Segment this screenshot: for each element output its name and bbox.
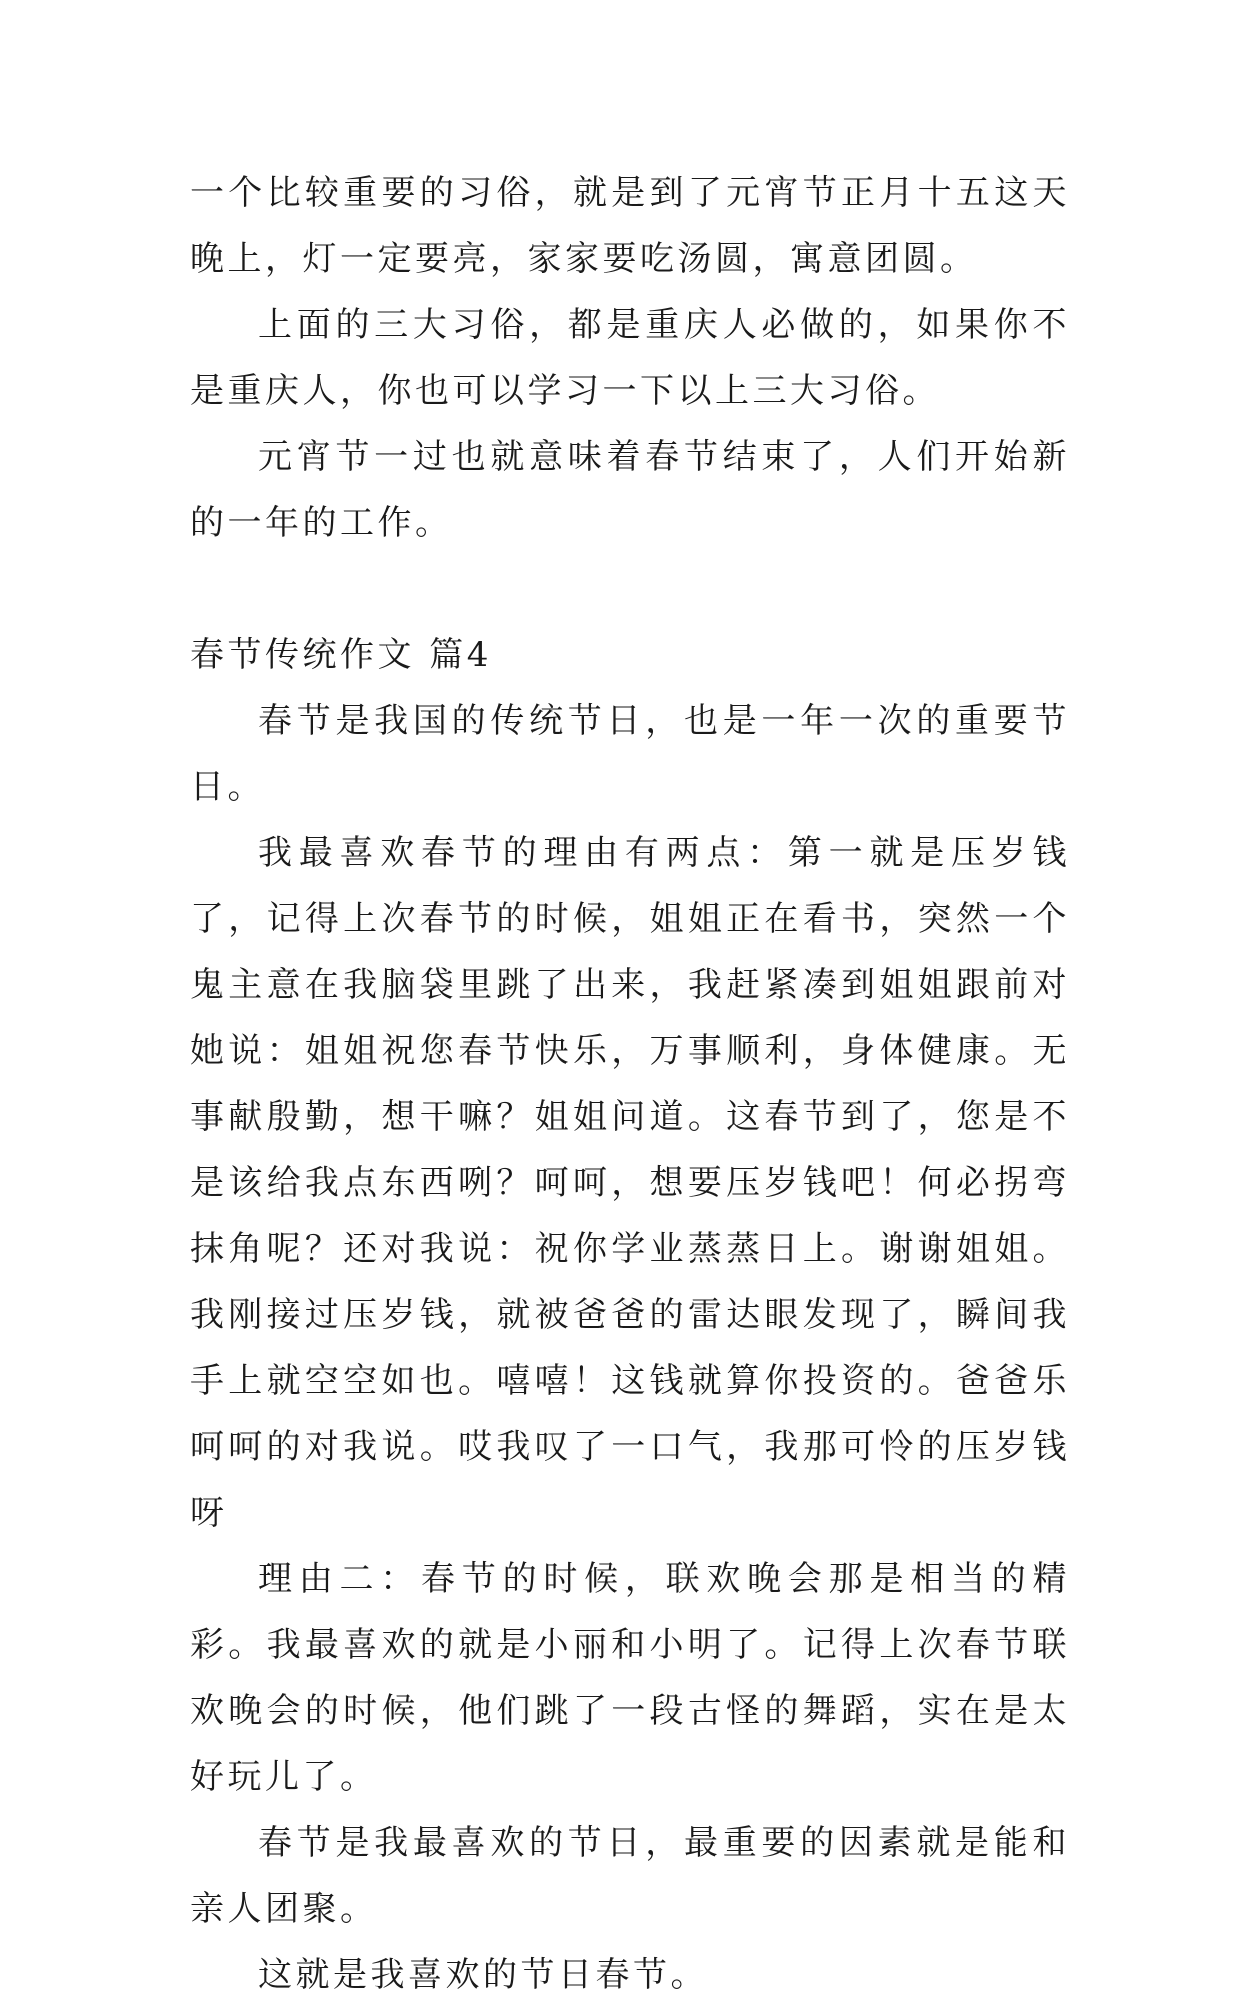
document-page [190,160,1070,2008]
paragraph-festival-end: 元宵节一过也就意味着春节结束了，人们开始新的一年的工作。 [190,437,1070,543]
paragraph-reason-two: 理由二：春节的时候，联欢晚会那是相当的精彩。我最喜欢的就是小丽和小明了。记得上次春节联欢晚会的时候，他们跳了一段古怪的舞蹈，实在是太好玩儿了。 [190,1559,1070,1797]
paragraph-conclusion: 这就是我喜欢的节日春节。 [258,1955,708,1995]
section-title: 春节传统作文 篇4 [190,635,492,675]
paragraph-reason-one: 我最喜欢春节的理由有两点：第一就是压岁钱了，记得上次春节的时候，姐姐正在看书，突然一个鬼主意在我脑袋里跳了出来，我赶紧凑到姐姐跟前对她说：姐姐祝您春节快乐，万事顺利，身体健康。无事献殷勤，想干嘛？姐姐问道。这春节到了，您是不是该给我点东西咧？呵呵，想要压岁钱吧！何必拐弯抹角呢？还对我说：祝你学业蒸蒸日上。谢谢姐姐。我刚接过压岁钱，就被爸爸的雷达眼发现了，瞬间我手上就空空如也。嘻嘻！这钱就算你投资的。爸爸乐呵呵的对我说。哎我叹了一口气，我那可怜的压岁钱呀 [190,833,1070,1533]
paragraph-favorite: 春节是我最喜欢的节日，最重要的因素就是能和亲人团聚。 [190,1823,1070,1929]
paragraph-intro: 春节是我国的传统节日，也是一年一次的重要节日。 [190,701,1070,807]
paragraph-three-customs: 上面的三大习俗，都是重庆人必做的，如果你不是重庆人，你也可以学习一下以上三大习俗。 [190,305,1070,411]
paragraph-lantern-custom: 一个比较重要的习俗，就是到了元宵节正月十五这天晚上，灯一定要亮，家家要吃汤圆，寓意团圆。 [190,173,1070,279]
